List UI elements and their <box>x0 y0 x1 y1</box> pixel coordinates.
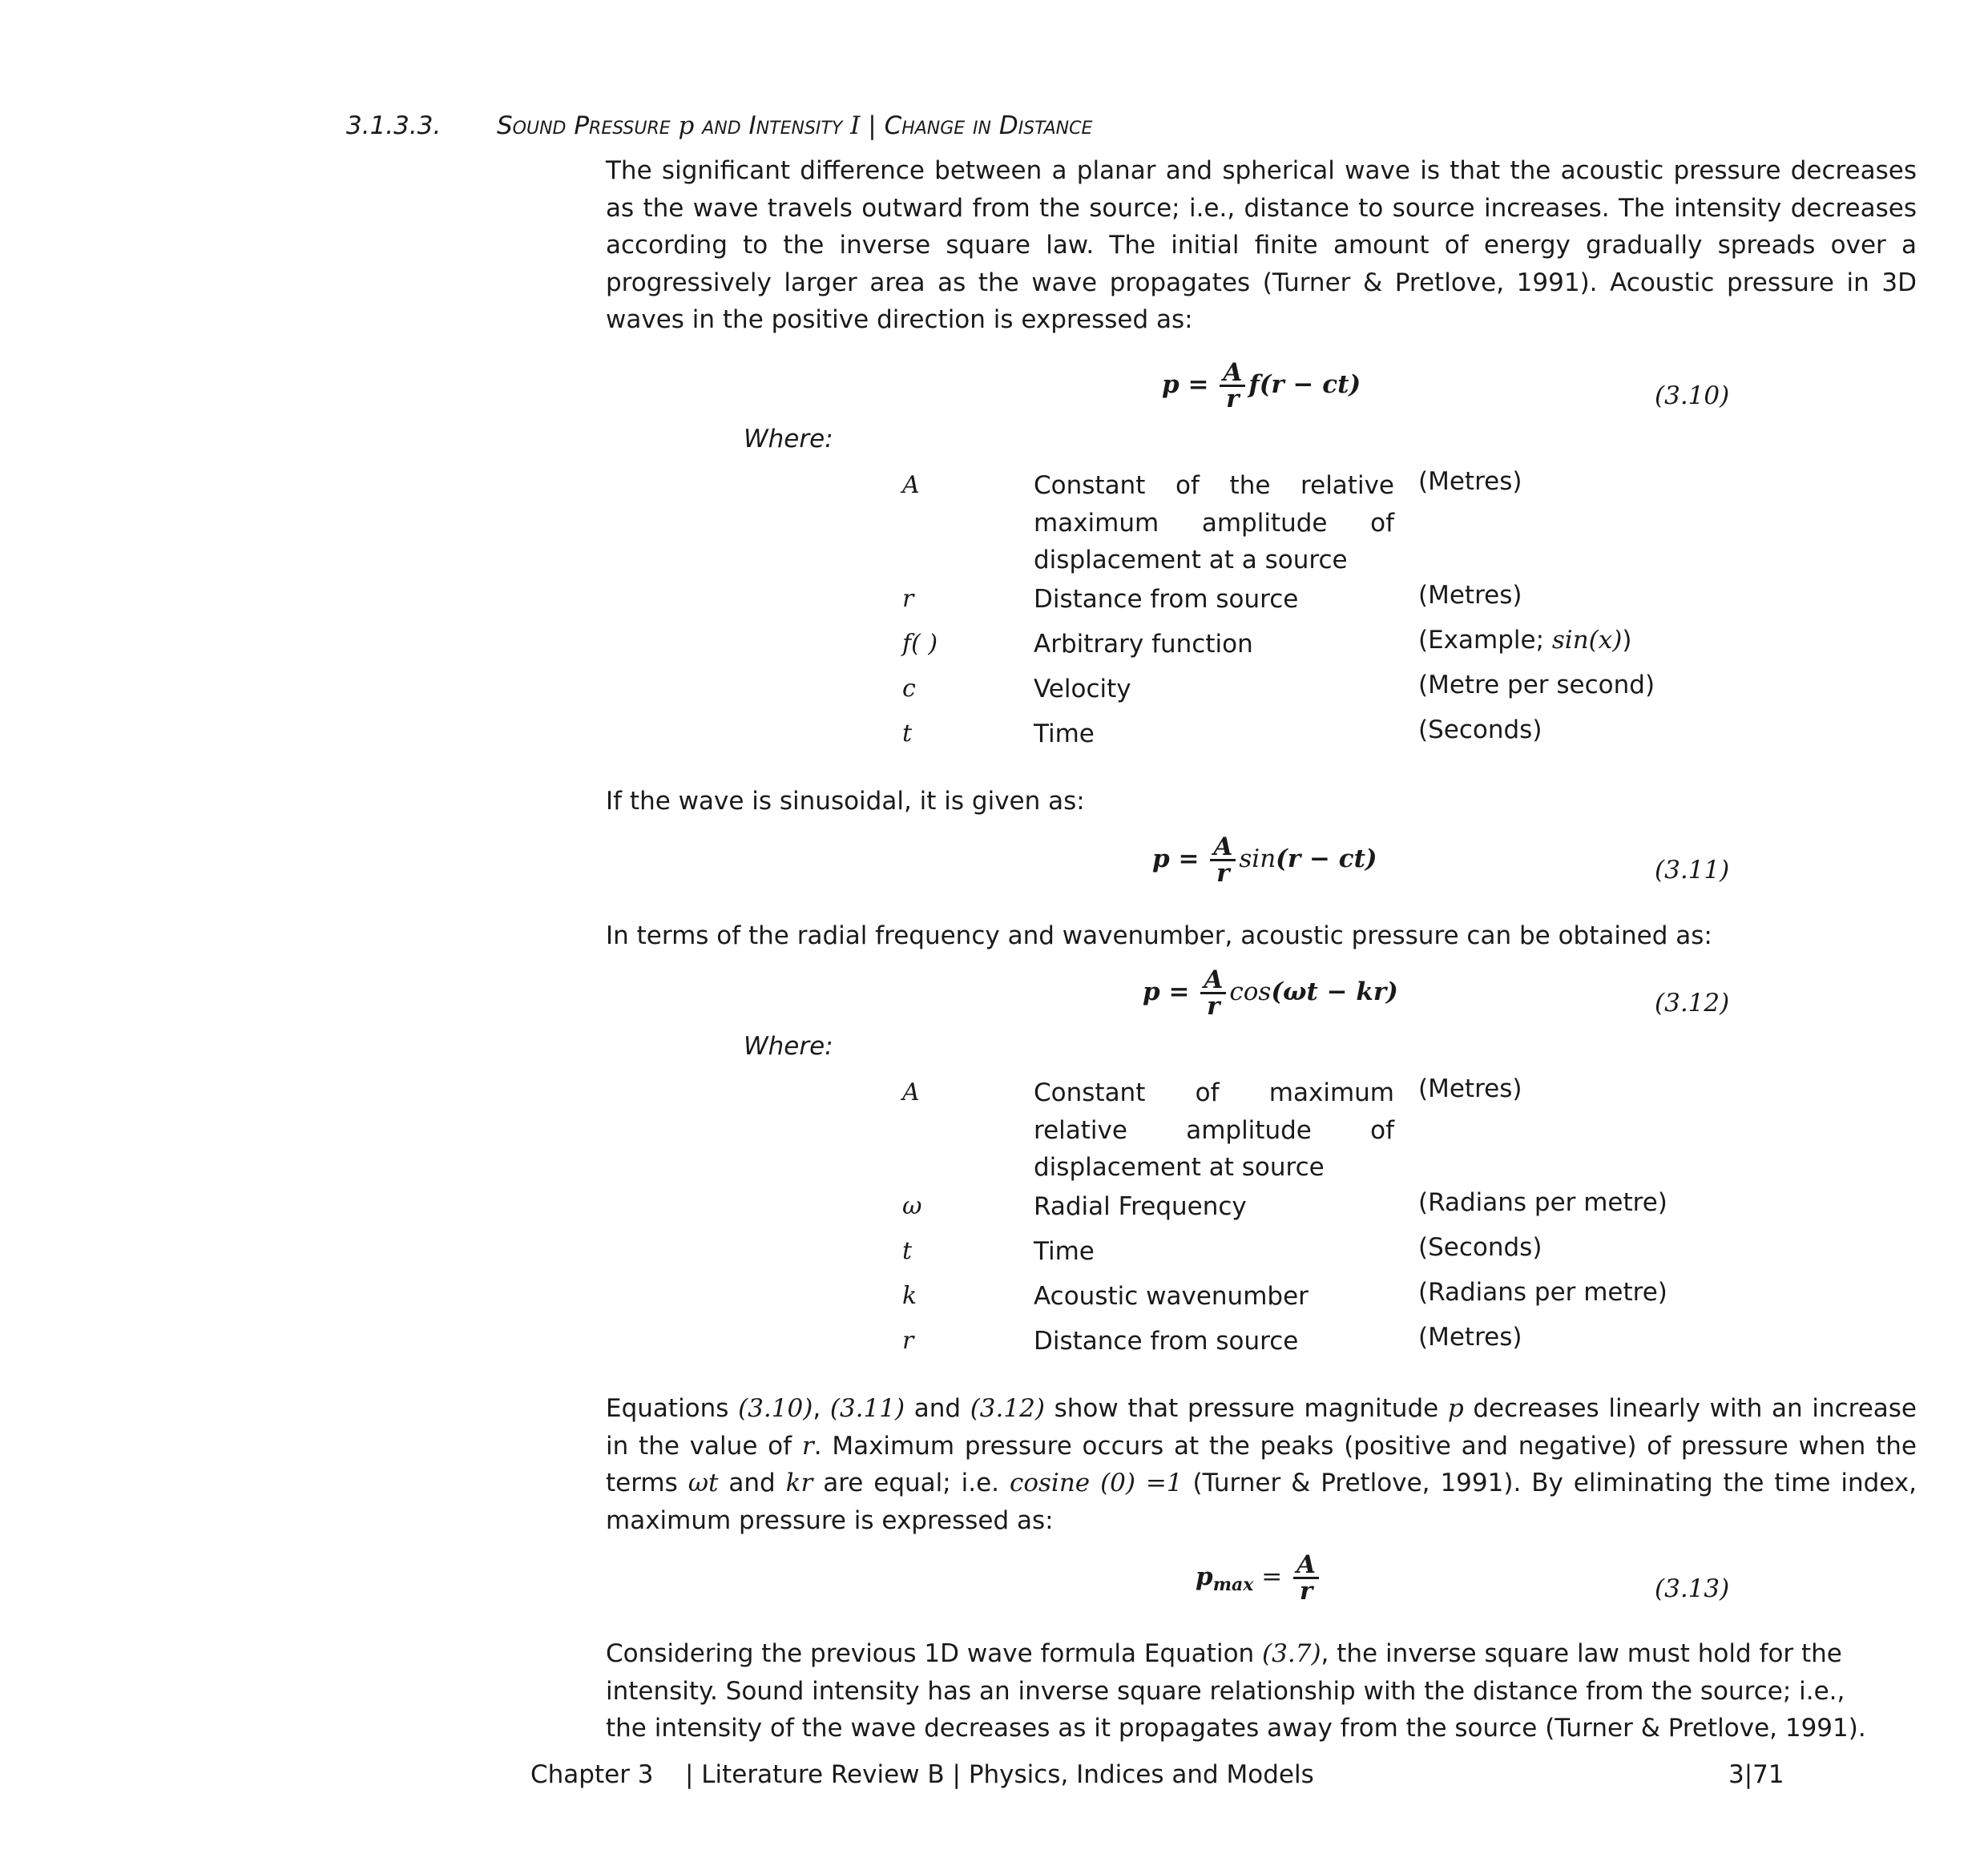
where-label-1: Where: <box>744 425 833 453</box>
variable-symbol: r <box>902 1327 914 1355</box>
section-title: Sound Pressure p and Intensity I | Change in Distance <box>497 111 1093 140</box>
equation-3-10: p = $\frac{A}{r}$ f(r − ct) <box>1162 358 1361 413</box>
variable-symbol: t <box>902 1237 913 1265</box>
variable-unit: (Metre per second) <box>1418 671 1655 699</box>
variable-unit: (Metres) <box>1418 1323 1522 1352</box>
variable-symbol: A <box>902 1078 920 1106</box>
variable-description: Distance from source <box>1034 585 1299 614</box>
variable-description: Velocity <box>1034 675 1131 703</box>
paragraph-sinusoidal: If the wave is sinusoidal, it is given as: <box>606 787 1085 816</box>
variable-description: Constant of maximum relative amplitude of displacement at source <box>1034 1078 1394 1182</box>
equation-number-3-10: (3.10) <box>1655 381 1730 410</box>
variable-symbol: k <box>902 1282 917 1310</box>
footer-chapter: Chapter 3 | Literature Review B | Physics, Indices and Models <box>530 1760 1314 1789</box>
variable-symbol: t <box>902 719 913 748</box>
variable-symbol: c <box>902 675 916 703</box>
variable-description: Constant of the relative maximum amplitude of displacement at a source <box>1034 471 1394 574</box>
variable-unit: (Example; sin(x)) <box>1418 626 1632 655</box>
paragraph-inverse-square: Considering the previous 1D wave formula Equation (3.7), the inverse square law must hold for the intensity. Sound intensity has an inverse square relationship with the distance from the source; i.e., the intensity of the wave decreases as it propagates away from the source (Turner & Pretlove, 1991). <box>606 1639 1866 1743</box>
variable-symbol: f( ) <box>902 630 938 658</box>
variable-description: Time <box>1034 1237 1095 1266</box>
variable-symbol: r <box>902 585 914 613</box>
variable-description: Distance from source <box>1034 1327 1299 1356</box>
where-label-2: Where: <box>744 1032 833 1061</box>
equation-3-13: $p_{max}$ = $\frac{A}{r}$ <box>1196 1553 1322 1603</box>
variable-unit: (Metres) <box>1418 1074 1522 1103</box>
variable-unit: (Seconds) <box>1418 1233 1542 1262</box>
equation-3-12: p = $\frac{A}{r}$ cos(ωt − kr) <box>1143 965 1398 1021</box>
variable-description: Arbitrary function <box>1034 630 1253 659</box>
variable-unit: (Seconds) <box>1418 715 1542 744</box>
paragraph-equations-discussion: Equations (3.10), (3.11) and (3.12) show that pressure magnitude p decreases linearly with an increase in the value of r. Maximum pressure occurs at the peaks (positive and negative) of pressure when the terms ωt and kr are equal; i.e. cosine (0) =1 (Turner & Pretlove, 1991). By eliminating the time index, maximum pressure is expressed as: <box>606 1394 1917 1535</box>
equation-number-3-13: (3.13) <box>1655 1574 1730 1603</box>
section-number: 3.1.3.3. <box>346 111 442 140</box>
variable-unit: (Radians per metre) <box>1418 1188 1667 1217</box>
variable-symbol: A <box>902 471 920 499</box>
equation-3-11: p = $\frac{A}{r}$ sin(r − ct) <box>1152 832 1377 888</box>
paragraph-radial: In terms of the radial frequency and wavenumber, acoustic pressure can be obtained as: <box>606 921 1712 950</box>
variable-unit: (Metres) <box>1418 581 1522 610</box>
equation-number-3-12: (3.12) <box>1655 989 1730 1018</box>
footer-page-number: 3|71 <box>1728 1760 1784 1789</box>
paragraph-intro: The significant difference between a planar and spherical wave is that the acoustic pressure decreases as the wave travels outward from the source; i.e., distance to source increases. The intensity decreases according to the inverse square law. The initial finite amount of energy gradually spreads over a progressively larger area as the wave propagates (Turner & Pretlove, 1991). Acoustic pressure in 3D waves in the positive direction is expressed as: <box>606 156 1917 334</box>
variable-unit: (Metres) <box>1418 467 1522 496</box>
variable-unit: (Radians per metre) <box>1418 1278 1667 1307</box>
variable-description: Radial Frequency <box>1034 1192 1247 1221</box>
variable-description: Time <box>1034 719 1095 748</box>
equation-number-3-11: (3.11) <box>1655 856 1730 885</box>
variable-description: Acoustic wavenumber <box>1034 1282 1309 1311</box>
variable-symbol: ω <box>902 1192 922 1220</box>
